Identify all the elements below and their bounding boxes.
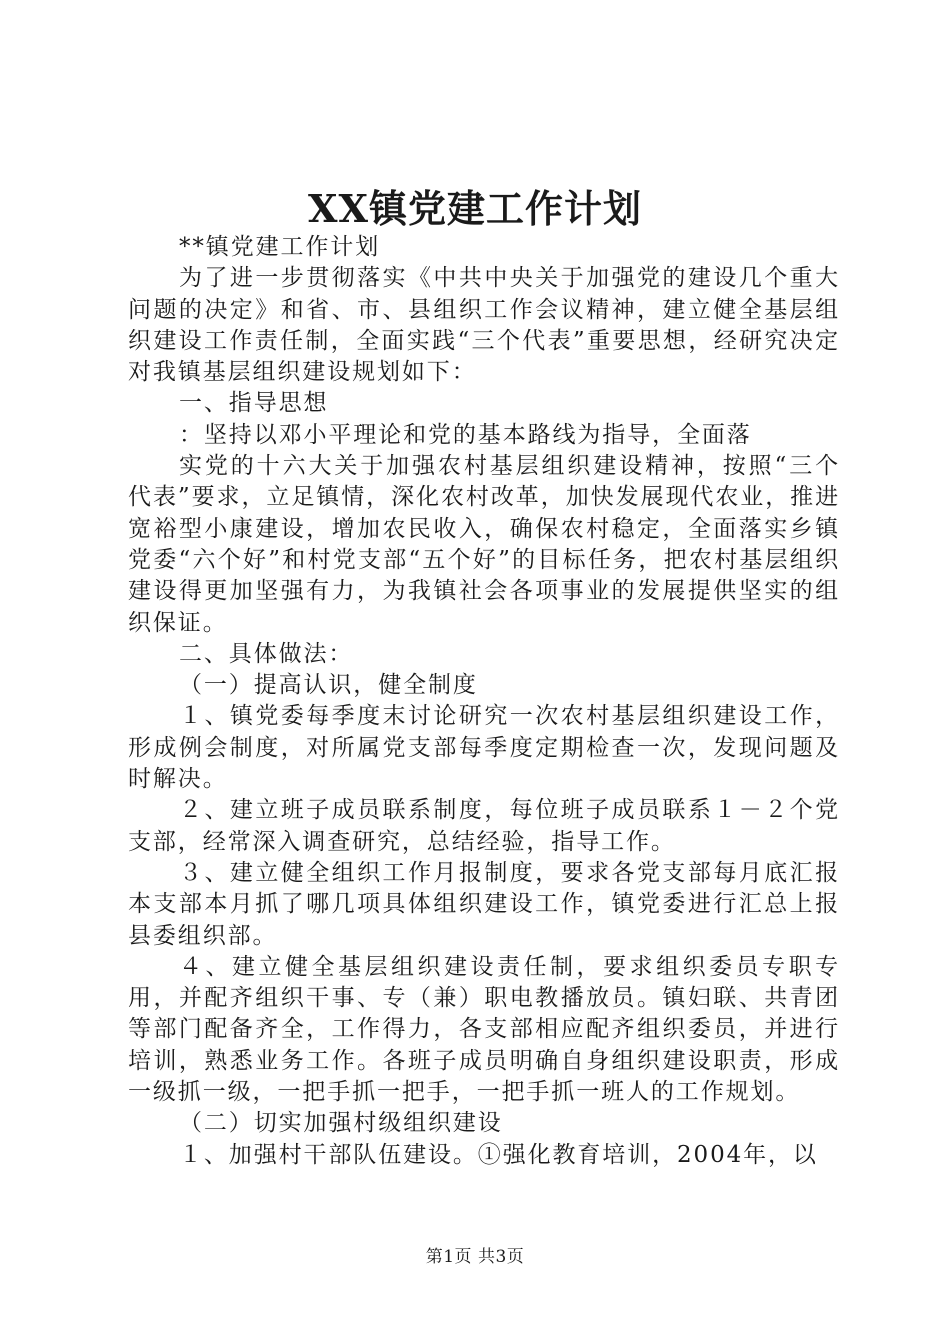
subtitle-paragraph: **镇党建工作计划: [179, 234, 381, 260]
section-heading-guiding-thought: 一、指导思想: [179, 390, 329, 417]
intro-paragraph: 为了进一步贯彻落实《中共中央关于加强党的建设几个重大问题的决定》和省、市、县组织工作会议精神，建立健全基层组织建设工作责任制，全面实践“三个代表”重要思想，经研究决定对我镇基层组织建设规划如下：: [128, 265, 840, 386]
guiding-thought-line: ：坚持以邓小平理论和党的基本路线为指导，全面落: [179, 421, 752, 448]
subsection-heading-2: （二）切实加强村级组织建设: [179, 1110, 503, 1137]
list-item-4: ４、建立健全基层组织建设责任制，要求组织委员专职专用，并配齐组织干事、专（兼）职电教播放员。镇妇联、共青团等部门配备齐全，工作得力，各支部相应配齐组织委员，并进行培训，熟悉业务工作。各班子成员明确自身组织建设职责，形成一级抓一级，一把手抓一把手，一把手抓一班人的工作规划。: [128, 953, 840, 1106]
list-item-1: １、镇党委每季度末讨论研究一次农村基层组织建设工作，形成例会制度，对所属党支部每季度定期检查一次，发现问题及时解决。: [128, 703, 840, 793]
list-item-2: ２、建立班子成员联系制度，每位班子成员联系１－２个党支部，经常深入调查研究，总结经验，指导工作。: [128, 797, 840, 855]
page-footer: 第1页 共3页: [425, 1247, 525, 1267]
list-item-5: １、加强村干部队伍建设。①强化教育培训，2004年，以: [179, 1141, 818, 1168]
document-body: [128, 232, 840, 1171]
subsection-heading-1: （一）提高认识，健全制度: [179, 672, 478, 699]
section-heading-methods: 二、具体做法：: [179, 640, 354, 667]
list-item-3: ３、建立健全组织工作月报制度，要求各党支部每月底汇报本支部本月抓了哪几项具体组织建设工作，镇党委进行汇总上报县委组织部。: [128, 859, 840, 949]
guiding-thought-paragraph: 实党的十六大关于加强农村基层组织建设精神，按照“三个代表”要求，立足镇情，深化农村改革，加快发展现代农业，推进宽裕型小康建设，增加农民收入，确保农村稳定，全面落实乡镇党委“六个好”和村党支部“五个好”的目标任务，把农村基层组织建设得更加坚强有力，为我镇社会各项事业的发展提供坚实的组织保证。: [128, 453, 840, 636]
document-title: XX镇党建工作计划: [308, 186, 642, 231]
